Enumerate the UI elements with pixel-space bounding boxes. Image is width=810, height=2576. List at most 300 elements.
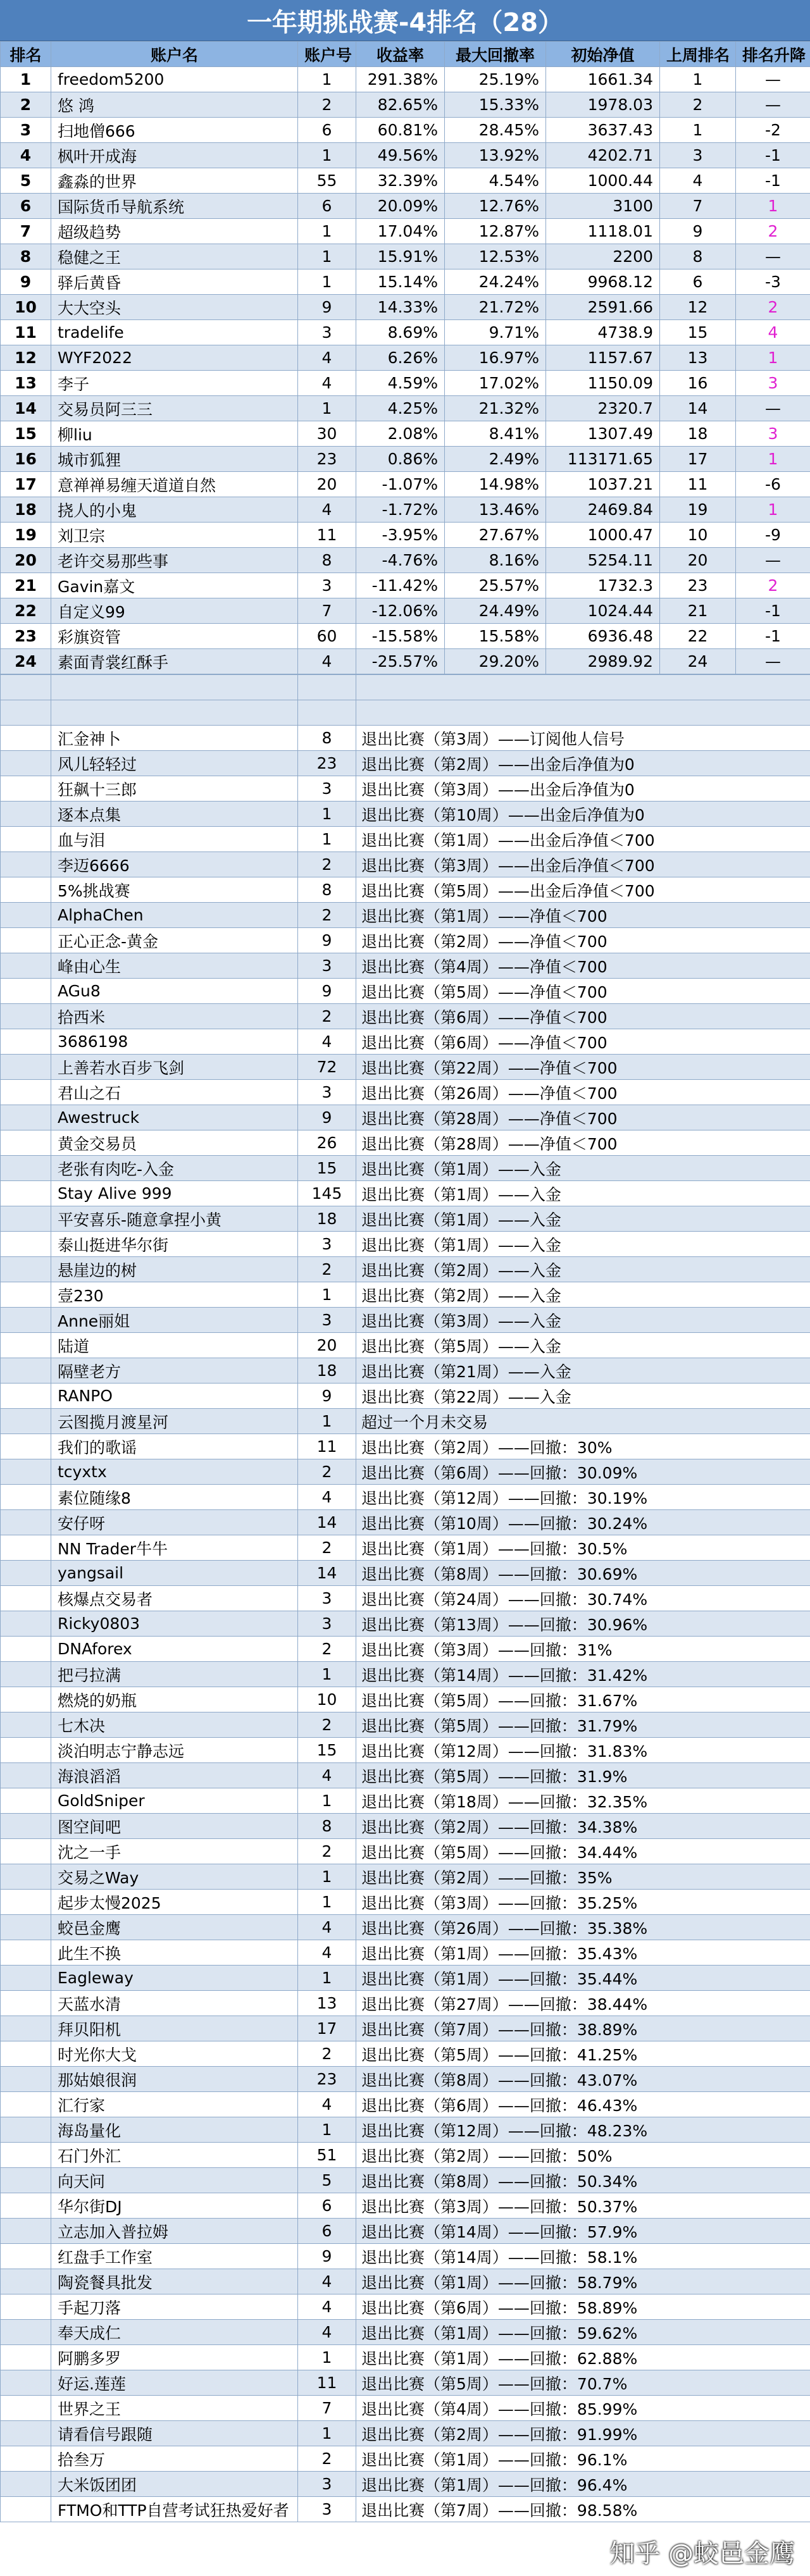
rank-change-cell: -3 (736, 269, 810, 295)
exit-account-number-cell: 4 (298, 2320, 356, 2345)
exit-reason-cell: 退出比赛（第4周）——净值＜700 (356, 953, 810, 979)
table-row (1, 497, 810, 523)
exit-row (1, 928, 810, 953)
exit-name-cell: 安仔呀 (51, 1510, 298, 1535)
exit-account-number-cell: 1 (298, 1788, 356, 1814)
exit-row (1, 1232, 810, 1257)
empty-rank-cell (1, 1738, 51, 1763)
exit-row (1, 1966, 810, 1991)
exit-row (1, 1485, 810, 1510)
exit-name-cell: 老张有肉吃-入金 (51, 1156, 298, 1181)
exit-account-number-cell: 1 (298, 1890, 356, 1915)
exit-reason-cell: 退出比赛（第5周）——回撤：34.44% (356, 1839, 810, 1864)
exit-name-cell: 汇金神卜 (51, 726, 298, 751)
exit-account-number-cell: 4 (298, 1485, 356, 1510)
exit-row (1, 1561, 810, 1586)
initial-nav-cell: 2320.7 (546, 396, 660, 421)
return-cell: -1.72% (356, 497, 445, 523)
exit-name-cell: 阿鹏多罗 (51, 2345, 298, 2370)
account-name-cell: 自定义99 (51, 598, 298, 624)
exit-reason-cell: 退出比赛（第2周）——净值＜700 (356, 928, 810, 953)
exit-account-number-cell: 2 (298, 1637, 356, 1662)
exit-account-number-cell: 4 (298, 2269, 356, 2294)
exit-account-number-cell: 3 (298, 1080, 356, 1105)
header-account-name: 账户名 (51, 42, 298, 67)
empty-rank-cell (1, 1966, 51, 1991)
exit-name-cell: 陶瓷餐具批发 (51, 2269, 298, 2294)
account-name-cell: 国际货币导航系统 (51, 194, 298, 219)
empty-rank-cell (1, 1130, 51, 1156)
exit-name-cell: 黄金交易员 (51, 1130, 298, 1156)
rank-cell: 1 (1, 67, 51, 92)
account-number-cell: 1 (298, 219, 356, 244)
drawdown-cell: 29.20% (445, 649, 546, 674)
exit-account-number-cell: 1 (298, 1282, 356, 1308)
drawdown-cell: 13.92% (445, 143, 546, 168)
exit-row (1, 2269, 810, 2294)
exit-reason-cell: 退出比赛（第18周）——回撤：32.35% (356, 1788, 810, 1814)
empty-rank-cell (1, 1029, 51, 1055)
exit-row (1, 1991, 810, 2016)
exit-name-cell: 素位随缘8 (51, 1485, 298, 1510)
empty-rank-cell (1, 1864, 51, 1890)
rank-change-cell: 3 (736, 421, 810, 447)
rank-cell: 7 (1, 219, 51, 244)
exit-row (1, 1181, 810, 1206)
exit-reason-cell: 退出比赛（第12周）——回撤：48.23% (356, 2117, 810, 2143)
account-number-cell: 4 (298, 371, 356, 396)
exit-account-number-cell: 2 (298, 2446, 356, 2472)
account-name-cell: 素面青裳红酥手 (51, 649, 298, 674)
exit-row (1, 1637, 810, 1662)
exit-name-cell: 那姑娘很润 (51, 2067, 298, 2092)
empty-rank-cell (1, 1459, 51, 1485)
exit-reason-cell: 退出比赛（第2周）——出金后净值为0 (356, 751, 810, 776)
rank-cell: 10 (1, 295, 51, 320)
empty-rank-cell (1, 1004, 51, 1029)
drawdown-cell: 14.98% (445, 472, 546, 497)
exit-name-cell: 悬崖边的树 (51, 1257, 298, 1282)
last-week-rank-cell: 10 (660, 523, 736, 548)
rank-change-cell: — (736, 649, 810, 674)
rank-change-cell: -1 (736, 598, 810, 624)
exit-row (1, 751, 810, 776)
last-week-rank-cell: 23 (660, 573, 736, 598)
account-number-cell: 23 (298, 447, 356, 472)
spacer-row (1, 700, 810, 726)
empty-rank-cell (1, 2244, 51, 2269)
last-week-rank-cell: 19 (660, 497, 736, 523)
exit-name-cell: 手起刀落 (51, 2294, 298, 2320)
rank-cell: 18 (1, 497, 51, 523)
empty-rank-cell (1, 2168, 51, 2193)
empty-rank-cell (1, 1257, 51, 1282)
exit-name-cell: 3686198 (51, 1029, 298, 1055)
empty-rank-cell (1, 2446, 51, 2472)
empty-rank-cell (1, 2472, 51, 2497)
rank-cell: 15 (1, 421, 51, 447)
rank-change-cell: -2 (736, 118, 810, 143)
spacer-cell (298, 675, 356, 700)
rank-cell: 19 (1, 523, 51, 548)
exit-reason-cell: 退出比赛（第27周）——回撤：38.44% (356, 1991, 810, 2016)
exit-account-number-cell: 1 (298, 1409, 356, 1434)
last-week-rank-cell: 3 (660, 143, 736, 168)
empty-rank-cell (1, 2092, 51, 2117)
drawdown-cell: 27.67% (445, 523, 546, 548)
initial-nav-cell: 1037.21 (546, 472, 660, 497)
last-week-rank-cell: 17 (660, 447, 736, 472)
exit-row (1, 1029, 810, 1055)
exit-account-number-cell: 26 (298, 1130, 356, 1156)
empty-rank-cell (1, 1662, 51, 1687)
table-row (1, 345, 810, 371)
rank-cell: 9 (1, 269, 51, 295)
account-name-cell: 李子 (51, 371, 298, 396)
exit-reason-cell: 退出比赛（第5周）——回撤：70.7% (356, 2370, 810, 2396)
rank-change-cell: -1 (736, 143, 810, 168)
rank-change-cell: 2 (736, 219, 810, 244)
exit-name-cell: 时光你大戈 (51, 2041, 298, 2067)
header-initial-nav: 初始净值 (546, 42, 660, 67)
exit-account-number-cell: 5 (298, 2168, 356, 2193)
table-row (1, 573, 810, 598)
account-name-cell: 彩旗资管 (51, 624, 298, 649)
exit-row (1, 953, 810, 979)
drawdown-cell: 28.45% (445, 118, 546, 143)
drawdown-cell: 4.54% (445, 168, 546, 194)
header-return: 收益率 (356, 42, 445, 67)
empty-rank-cell (1, 877, 51, 903)
exit-name-cell: 核爆点交易者 (51, 1586, 298, 1611)
account-number-cell: 9 (298, 295, 356, 320)
last-week-rank-cell: 16 (660, 371, 736, 396)
exit-name-cell: 平安喜乐-随意拿捏小黄 (51, 1206, 298, 1232)
exit-reason-cell: 退出比赛（第7周）——回撤：98.58% (356, 2497, 810, 2522)
exit-account-number-cell: 4 (298, 1763, 356, 1788)
account-number-cell: 30 (298, 421, 356, 447)
exit-reason-cell: 退出比赛（第10周）——回撤：30.24% (356, 1510, 810, 1535)
last-week-rank-cell: 24 (660, 649, 736, 674)
exit-row (1, 827, 810, 852)
account-name-cell: 稳健之王 (51, 244, 298, 269)
account-name-cell: 驿后黄昏 (51, 269, 298, 295)
return-cell: 32.39% (356, 168, 445, 194)
exit-name-cell: 陆道 (51, 1333, 298, 1358)
empty-rank-cell (1, 979, 51, 1004)
exit-name-cell: yangsail (51, 1561, 298, 1586)
exit-row (1, 1105, 810, 1130)
exit-row (1, 2421, 810, 2446)
last-week-rank-cell: 9 (660, 219, 736, 244)
exit-reason-cell: 退出比赛（第21周）——入金 (356, 1358, 810, 1384)
drawdown-cell: 8.16% (445, 548, 546, 573)
exit-account-number-cell: 3 (298, 1586, 356, 1611)
account-name-cell: 城市狐狸 (51, 447, 298, 472)
exit-name-cell: 泰山挺进华尔街 (51, 1232, 298, 1257)
empty-rank-cell (1, 1814, 51, 1839)
table-row (1, 421, 810, 447)
drawdown-cell: 25.19% (445, 67, 546, 92)
exit-account-number-cell: 3 (298, 2497, 356, 2522)
exit-reason-cell: 退出比赛（第3周）——入金 (356, 1308, 810, 1333)
exit-row (1, 1915, 810, 1940)
drawdown-cell: 25.57% (445, 573, 546, 598)
account-name-cell: freedom5200 (51, 67, 298, 92)
table-row (1, 472, 810, 497)
exit-reason-cell: 退出比赛（第12周）——回撤：30.19% (356, 1485, 810, 1510)
drawdown-cell: 2.49% (445, 447, 546, 472)
header-last-week-rank: 上周排名 (660, 42, 736, 67)
exit-account-number-cell: 2 (298, 1257, 356, 1282)
exit-reason-cell: 退出比赛（第14周）——回撤：31.42% (356, 1662, 810, 1687)
table-row (1, 244, 810, 269)
exit-reason-cell: 退出比赛（第3周）——出金后净值为0 (356, 776, 810, 802)
empty-rank-cell (1, 1535, 51, 1561)
exit-row (1, 802, 810, 827)
empty-rank-cell (1, 2320, 51, 2345)
exit-account-number-cell: 23 (298, 751, 356, 776)
exit-account-number-cell: 1 (298, 1662, 356, 1687)
exit-name-cell: 逐本点集 (51, 802, 298, 827)
exit-reason-cell: 退出比赛（第1周）——回撤：35.44% (356, 1966, 810, 1991)
empty-rank-cell (1, 1181, 51, 1206)
exit-account-number-cell: 1 (298, 802, 356, 827)
exit-name-cell: 君山之石 (51, 1080, 298, 1105)
rank-change-cell: — (736, 244, 810, 269)
exit-row (1, 726, 810, 751)
exit-account-number-cell: 15 (298, 1156, 356, 1181)
drawdown-cell: 15.58% (445, 624, 546, 649)
exit-row (1, 1004, 810, 1029)
empty-rank-cell (1, 1308, 51, 1333)
exit-reason-cell: 退出比赛（第1周）——入金 (356, 1232, 810, 1257)
exit-row (1, 2143, 810, 2168)
exit-reason-cell: 退出比赛（第1周）——回撤：96.4% (356, 2472, 810, 2497)
empty-rank-cell (1, 1080, 51, 1105)
account-name-cell: 超级趋势 (51, 219, 298, 244)
exit-name-cell: 云图揽月渡星河 (51, 1409, 298, 1434)
exit-row (1, 1586, 810, 1611)
exit-account-number-cell: 3 (298, 953, 356, 979)
exit-reason-cell: 退出比赛（第2周）——入金 (356, 1257, 810, 1282)
account-name-cell: 挠人的小鬼 (51, 497, 298, 523)
drawdown-cell: 16.97% (445, 345, 546, 371)
exit-table (0, 674, 810, 2522)
return-cell: -15.58% (356, 624, 445, 649)
rank-cell: 14 (1, 396, 51, 421)
exit-account-number-cell: 9 (298, 1105, 356, 1130)
initial-nav-cell: 6936.48 (546, 624, 660, 649)
empty-rank-cell (1, 1839, 51, 1864)
empty-rank-cell (1, 1915, 51, 1940)
exit-account-number-cell: 1 (298, 2345, 356, 2370)
account-name-cell: 枫叶开成海 (51, 143, 298, 168)
account-number-cell: 3 (298, 320, 356, 345)
exit-name-cell: 七木决 (51, 1712, 298, 1738)
table-row (1, 598, 810, 624)
table-row (1, 269, 810, 295)
empty-rank-cell (1, 1510, 51, 1535)
exit-row (1, 1257, 810, 1282)
exit-name-cell: AGu8 (51, 979, 298, 1004)
initial-nav-cell: 1150.09 (546, 371, 660, 396)
exit-row (1, 1864, 810, 1890)
exit-name-cell: 向天问 (51, 2168, 298, 2193)
initial-nav-cell: 1024.44 (546, 598, 660, 624)
return-cell: 291.38% (356, 67, 445, 92)
exit-reason-cell: 退出比赛（第5周）——回撤：31.79% (356, 1712, 810, 1738)
spacer-cell (356, 675, 810, 700)
exit-row (1, 2041, 810, 2067)
exit-name-cell: 沈之一手 (51, 1839, 298, 1864)
table-row (1, 320, 810, 345)
exit-name-cell: Stay Alive 999 (51, 1181, 298, 1206)
exit-reason-cell: 退出比赛（第8周）——回撤：50.34% (356, 2168, 810, 2193)
exit-account-number-cell: 2 (298, 903, 356, 928)
empty-rank-cell (1, 1485, 51, 1510)
exit-account-number-cell: 2 (298, 1004, 356, 1029)
rank-change-cell: 2 (736, 573, 810, 598)
rank-cell: 17 (1, 472, 51, 497)
exit-name-cell: 蛟邑金鹰 (51, 1915, 298, 1940)
return-cell: 17.04% (356, 219, 445, 244)
exit-name-cell: DNAforex (51, 1637, 298, 1662)
exit-account-number-cell: 8 (298, 877, 356, 903)
return-cell: 82.65% (356, 92, 445, 118)
return-cell: 15.14% (356, 269, 445, 295)
empty-rank-cell (1, 1232, 51, 1257)
exit-row (1, 903, 810, 928)
exit-row (1, 2370, 810, 2396)
exit-account-number-cell: 11 (298, 2370, 356, 2396)
last-week-rank-cell: 1 (660, 67, 736, 92)
exit-account-number-cell: 8 (298, 726, 356, 751)
return-cell: -25.57% (356, 649, 445, 674)
exit-name-cell: Eagleway (51, 1966, 298, 1991)
empty-rank-cell (1, 1763, 51, 1788)
exit-name-cell: 奉天成仁 (51, 2320, 298, 2345)
account-number-cell: 1 (298, 67, 356, 92)
exit-row (1, 1459, 810, 1485)
initial-nav-cell: 2469.84 (546, 497, 660, 523)
exit-reason-cell: 退出比赛（第5周）——出金后净值＜700 (356, 877, 810, 903)
exit-row (1, 1738, 810, 1763)
exit-name-cell: 隔壁老方 (51, 1358, 298, 1384)
exit-account-number-cell: 4 (298, 1029, 356, 1055)
rank-change-cell: — (736, 92, 810, 118)
spacer-cell (51, 700, 298, 726)
exit-row (1, 2320, 810, 2345)
empty-rank-cell (1, 2345, 51, 2370)
exit-reason-cell: 退出比赛（第28周）——净值＜700 (356, 1130, 810, 1156)
empty-rank-cell (1, 2193, 51, 2219)
table-row (1, 624, 810, 649)
return-cell: 60.81% (356, 118, 445, 143)
exit-reason-cell: 退出比赛（第1周）——入金 (356, 1181, 810, 1206)
exit-account-number-cell: 3 (298, 2472, 356, 2497)
exit-reason-cell: 退出比赛（第28周）——净值＜700 (356, 1105, 810, 1130)
return-cell: -1.07% (356, 472, 445, 497)
last-week-rank-cell: 11 (660, 472, 736, 497)
empty-rank-cell (1, 1055, 51, 1080)
exit-account-number-cell: 9 (298, 1384, 356, 1409)
initial-nav-cell: 2591.66 (546, 295, 660, 320)
account-name-cell: tradelife (51, 320, 298, 345)
empty-rank-cell (1, 2016, 51, 2041)
account-number-cell: 4 (298, 649, 356, 674)
exit-account-number-cell: 1 (298, 827, 356, 852)
exit-row (1, 2345, 810, 2370)
exit-name-cell: 燃烧的奶瓶 (51, 1687, 298, 1712)
spacer-cell (1, 675, 51, 700)
return-cell: 0.86% (356, 447, 445, 472)
initial-nav-cell: 3637.43 (546, 118, 660, 143)
account-name-cell: 刘卫宗 (51, 523, 298, 548)
return-cell: 4.59% (356, 371, 445, 396)
account-number-cell: 2 (298, 92, 356, 118)
table-row (1, 396, 810, 421)
exit-name-cell: 拜贝阳机 (51, 2016, 298, 2041)
exit-row (1, 2244, 810, 2269)
exit-row (1, 1890, 810, 1915)
exit-account-number-cell: 8 (298, 1814, 356, 1839)
empty-rank-cell (1, 776, 51, 802)
exit-account-number-cell: 2 (298, 1839, 356, 1864)
account-name-cell: 扫地僧666 (51, 118, 298, 143)
exit-name-cell: 峰由心生 (51, 953, 298, 979)
exit-reason-cell: 退出比赛（第2周）——回撤：30% (356, 1434, 810, 1459)
exit-name-cell: 上善若水百步飞剑 (51, 1055, 298, 1080)
empty-rank-cell (1, 903, 51, 928)
drawdown-cell: 21.72% (445, 295, 546, 320)
empty-rank-cell (1, 1358, 51, 1384)
table-row (1, 523, 810, 548)
exit-row (1, 1055, 810, 1080)
exit-reason-cell: 退出比赛（第1周）——出金后净值＜700 (356, 827, 810, 852)
empty-rank-cell (1, 2421, 51, 2446)
exit-reason-cell: 退出比赛（第2周）——回撤：50% (356, 2143, 810, 2168)
initial-nav-cell: 4738.9 (546, 320, 660, 345)
rank-cell: 12 (1, 345, 51, 371)
initial-nav-cell: 3100 (546, 194, 660, 219)
exit-row (1, 1839, 810, 1864)
last-week-rank-cell: 15 (660, 320, 736, 345)
account-name-cell: 鑫淼的世界 (51, 168, 298, 194)
last-week-rank-cell: 14 (660, 396, 736, 421)
table-row (1, 649, 810, 674)
exit-row (1, 877, 810, 903)
initial-nav-cell: 1000.44 (546, 168, 660, 194)
exit-name-cell: 好运.莲莲 (51, 2370, 298, 2396)
last-week-rank-cell: 8 (660, 244, 736, 269)
exit-account-number-cell: 9 (298, 979, 356, 1004)
empty-rank-cell (1, 2269, 51, 2294)
rank-cell: 4 (1, 143, 51, 168)
exit-reason-cell: 退出比赛（第1周）——回撤：96.1% (356, 2446, 810, 2472)
exit-account-number-cell: 2 (298, 852, 356, 877)
last-week-rank-cell: 7 (660, 194, 736, 219)
rank-change-cell: 1 (736, 345, 810, 371)
empty-rank-cell (1, 2497, 51, 2522)
exit-row (1, 1763, 810, 1788)
exit-row (1, 2396, 810, 2421)
empty-rank-cell (1, 751, 51, 776)
return-cell: -3.95% (356, 523, 445, 548)
exit-row (1, 2016, 810, 2041)
exit-account-number-cell: 2 (298, 1535, 356, 1561)
return-cell: -4.76% (356, 548, 445, 573)
